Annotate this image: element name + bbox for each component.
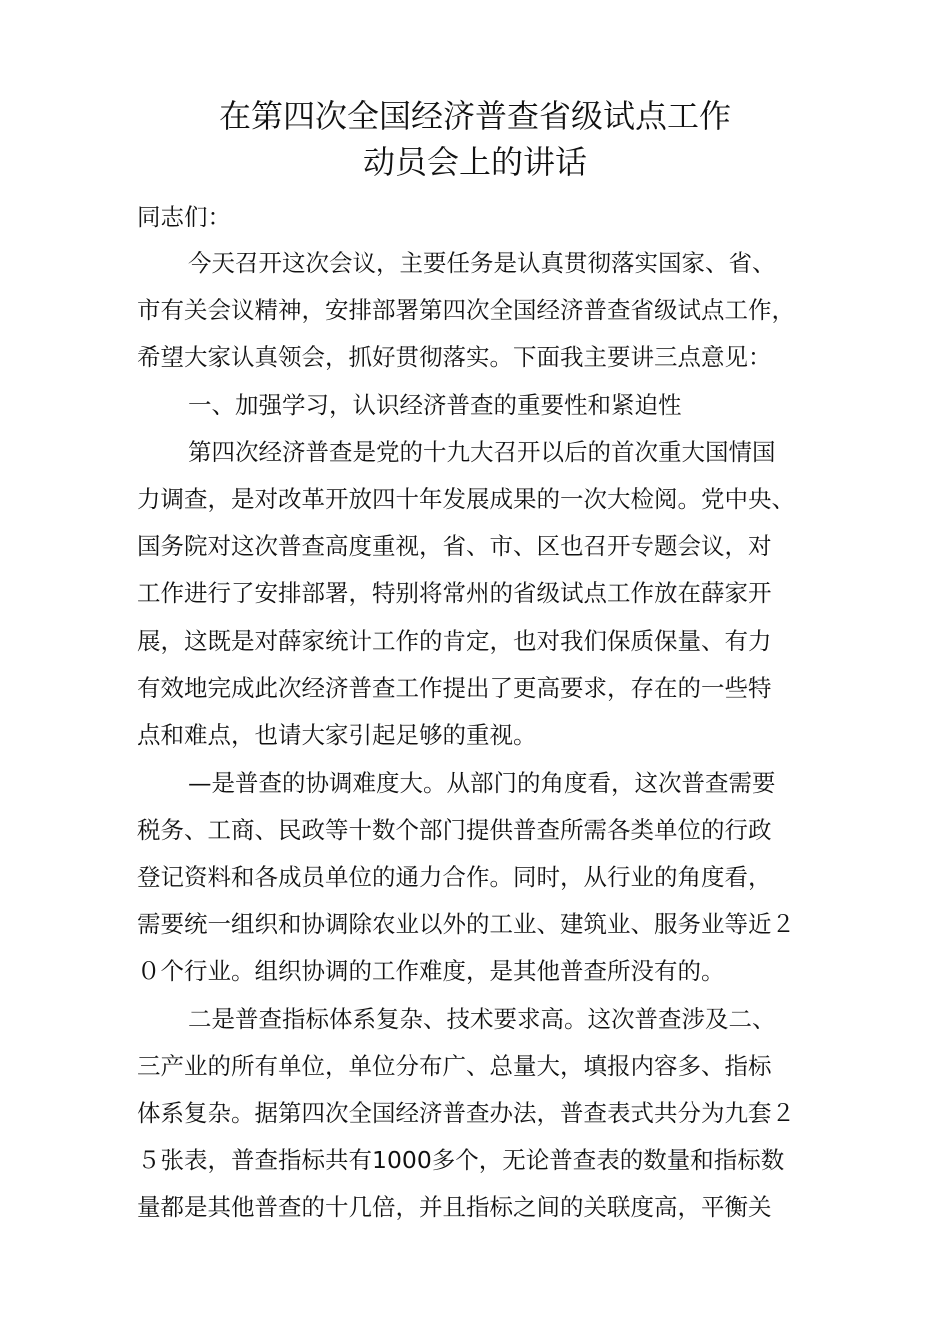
document-title-line-1: 在第四次全国经济普查省级试点工作 [218,97,731,135]
paragraph-line: 登记资料和各成员单位的通力合作。同时，从行业的角度看， [137,863,772,891]
paragraph-line: 体系复杂。据第四次全国经济普查办法，普查表式共分为九套２ [137,1099,795,1127]
paragraph-line: 第四次经济普查是党的十九大召开以后的首次重大国情国 [188,438,776,466]
paragraph-line: 希望大家认真领会，抓好贯彻落实。下面我主要讲三点意见： [137,343,772,371]
paragraph-line: 税务、工商、民政等十数个部门提供普查所需各类单位的行政 [137,816,772,844]
paragraph-line: 国务院对这次普查高度重视，省、市、区也召开专题会议，对 [137,532,772,560]
paragraph-line: 三产业的所有单位，单位分布广、总量大，填报内容多、指标 [137,1052,772,1080]
section-heading: 一、加强学习，认识经济普查的重要性和紧迫性 [188,391,682,419]
paragraph-line: 需要统一组织和协调除农业以外的工业、建筑业、服务业等近２ [137,910,795,938]
paragraph-line: ５张表，普查指标共有1000多个，无论普查表的数量和指标数 [137,1146,785,1174]
paragraph-line: 展，这既是对薛家统计工作的肯定，也对我们保质保量、有力 [137,627,772,655]
paragraph-line: 二是普查指标体系复杂、技术要求高。这次普查涉及二、 [188,1005,776,1033]
paragraph-line: 有效地完成此次经济普查工作提出了更高要求，存在的一些特 [137,674,772,702]
paragraph-line: 市有关会议精神，安排部署第四次全国经济普查省级试点工作， [137,296,795,324]
paragraph-line: 力调查，是对改革开放四十年发展成果的一次大检阅。党中央、 [137,485,795,513]
paragraph-line: 点和难点，也请大家引起足够的重视。 [137,721,537,749]
paragraph-line: 工作进行了安排部署，特别将常州的省级试点工作放在薛家开 [137,579,772,607]
paragraph-line: 量都是其他普查的十几倍，并且指标之间的关联度高，平衡关 [137,1193,772,1221]
paragraph-line: —是普查的协调难度大。从部门的角度看，这次普查需要 [188,769,776,797]
paragraph-line: 今天召开这次会议，主要任务是认真贯彻落实国家、省、 [188,249,776,277]
paragraph-line: ０个行业。组织协调的工作难度，是其他普查所没有的。 [137,957,725,985]
salutation: 同志们： [137,203,231,231]
document-title-line-2: 动员会上的讲话 [362,143,587,181]
